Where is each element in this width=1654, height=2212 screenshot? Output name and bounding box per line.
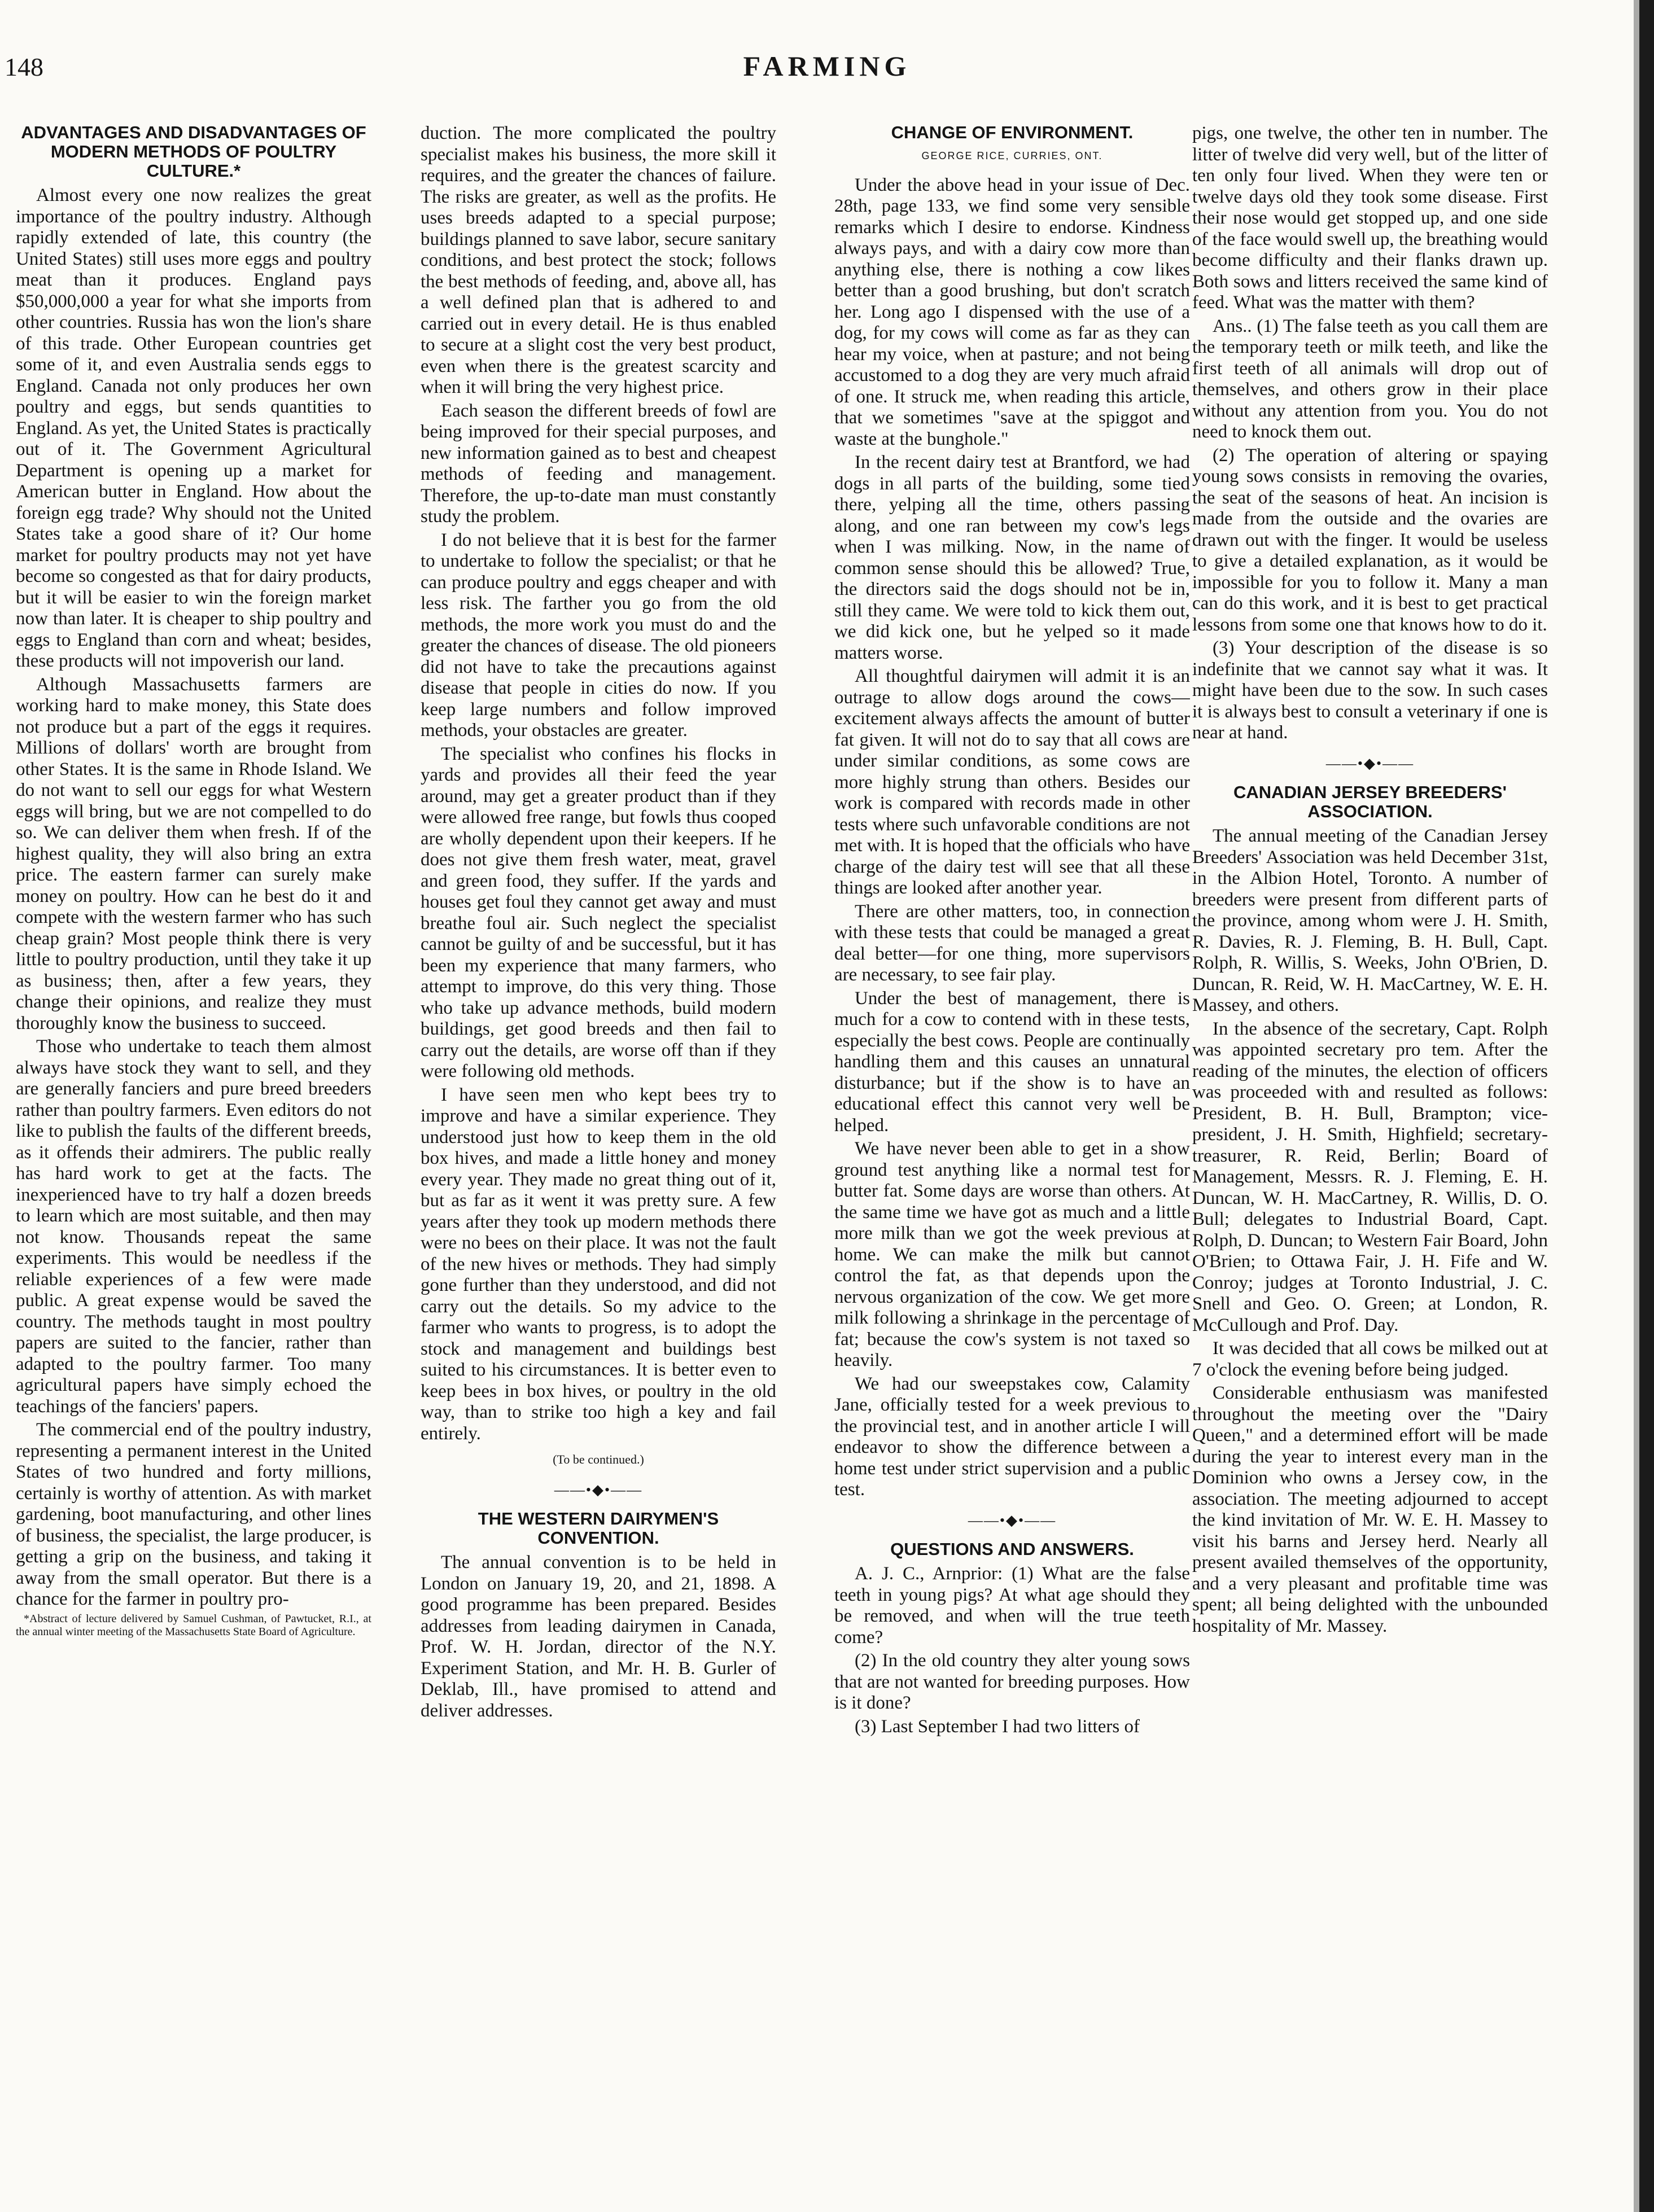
- column-2: [421, 123, 776, 2155]
- paragraph: All thoughtful dairymen will admit it is an outrage to allow dogs around the cows—excitement always affects the amount of butter fat given. It will not do to say that all cows are under similar conditions, as some cows are more highly strung than others. Besides our work is compared with records made in other tests where such unfavorable conditions are not met with. It is hoped that the officials who have charge of the dairy test will see that all these things are looked after another year.: [834, 666, 1190, 898]
- paragraph: I do not believe that it is best for the farmer to undertake to follow the specialist; or that he can produce poultry and eggs cheaper and with less risk. The farther you go from the old methods, the more work you must do and the greater the chances of disease. The old pioneers did not have to take the precautions against disease that people in cities do now. If you keep large numbers and follow improved methods, your obstacles are greater.: [421, 529, 776, 741]
- column-4: [1192, 123, 1548, 2155]
- paragraph: Almost every one now realizes the great importance of the poultry industry. Although rapidly extended of late, this country (the United States) still uses more eggs and poultry meat than it produces. England pays $50,000,000 a year for what she imports from other countries. Russia has won the lion's share of this trade. Other European countries get some of it, and even Australia sends eggs to England. Canada not only produces her own poultry and eggs, but sends quantities to England. As yet, the United States is practically out of it. The Government Agricultural Department is opening up a market for American butter in England. How about the foreign egg trade? Why should not the United States take a good share of it? Our home market for poultry products may not yet have become so congested as that for dairy products, but it will be easier to win the foreign market now than later. It is cheaper to ship poultry and eggs to England than corn and wheat; besides, these products will not impoverish our land.: [16, 185, 371, 671]
- paragraph: It was decided that all cows be milked out at 7 o'clock the evening before being judged.: [1192, 1338, 1548, 1380]
- paragraph: The specialist who confines his flocks in yards and provides all their feed the year around, may get a greater product than if they were allowed free range, but fowls thus cooped are wholly dependent upon their keepers. If he does not give them fresh water, meat, gravel and green food, they suffer. If the yards and houses get foul they cannot get away and must breathe foul air. Such neglect the specialist cannot be guilty of and be successful, but it has been my experience that many farmers, who attempt to improve, do this very thing. Those who take up advance methods, build modern buildings, get good breeds and then fail to carry out the details, are worse off than if they were following old methods.: [421, 743, 776, 1081]
- paragraph: Under the best of management, there is much for a cow to contend with in these tests, especially the best cows. People are continually handling them and this causes an unnatural disturbance; but if the show is to have an educational effect this cannot very well be helped.: [834, 988, 1190, 1136]
- paragraph: (2) In the old country they alter young sows that are not wanted for breeding purposes. How is it done?: [834, 1650, 1190, 1713]
- paragraph: Considerable enthusiasm was manifested throughout the meeting over the "Dairy Queen," and a determined effort will be made during the year to interest every man in the Dominion who owns a Jersey cow, in the association. The meeting adjourned to accept the kind invitation of Mr. W. E. H. Massey to visit his barns and Jersey herd. Nearly all present availed themselves of the opportunity, and a very pleasant and profitable time was spent; all being delighted with the unbounded hospitality of Mr. Massey.: [1192, 1383, 1548, 1636]
- column-1: [16, 123, 371, 2155]
- to-be-continued: (To be continued.): [553, 1452, 644, 1466]
- article-title-poultry: ADVANTAGES AND DISADVANTAGES OF MODERN METHODS OF POULTRY CULTURE.*: [21, 123, 366, 181]
- paragraph: Although Massachusetts farmers are working hard to make money, this State does not produce but a part of the eggs it requires. Millions of dollars' worth are brought from other States. It is the same in Rhode Island. We do not want to sell our eggs for what Western eggs will bring, but we are not compelled to do so. We can deliver them when fresh. If of the highest quality, they will also bring an extra price. The eastern farmer can surely make money on poultry. How can he best do it and compete with the western farmer who has such cheap grain? Most people think there is very little to poultry production, until they take it up as business; then, after a few years, they change their opinions, and realize they must thoroughly know the business to succeed.: [16, 674, 371, 1033]
- page-number: 148: [5, 52, 43, 81]
- paragraph: In the absence of the secretary, Capt. Rolph was appointed secretary pro tem. After the reading of the minutes, the election of officers was proceeded with and resulted as follows: President, B. H. Bull, Brampton; vice-president, J. H. Smith, Highfield; secretary-treasurer, R. Reid, Berlin; Board of Management, Messrs. R. J. Fleming, E. H. Duncan, W. H. MacCartney, R. Willis, D. O. Bull; delegates to Industrial Board, Capt. Rolph, D. Duncan; to Western Fair Board, John O'Brien; to Ottawa Fair, J. H. Fife and W. Conroy; judges at Toronto Industrial, J. C. Snell and Geo. O. Green; at London, R. McCullough and Prof. Day.: [1192, 1018, 1548, 1335]
- journal-masthead: FARMING: [743, 50, 911, 82]
- article-title-questions: QUESTIONS AND ANSWERS.: [890, 1539, 1134, 1559]
- page-edge-shadow: [1634, 0, 1639, 2212]
- column-3: [834, 123, 1190, 2155]
- paragraph: (3) Last September I had two litters of: [855, 1716, 1140, 1737]
- paragraph: (2) The operation of altering or spaying young sows consists in removing the ovaries, the seat of the seasons of heat. An incision is made from the outside and the ovaries are drawn out with the finger. It would be useless to give a detailed explanation, as it would be impossible for you to follow it. Many a man can do this work, and it is best to get practical lessons from some one that knows how to do it.: [1192, 445, 1548, 635]
- paragraph: pigs, one twelve, the other ten in number. The litter of twelve did very well, but of the litter of ten only four lived. When they were ten or twelve days old they took some disease. First their nose would get stopped up, and one side of the face would swell up, the breathing would become difficulty and their flanks drawn up. Both sows and litters received the same kind of feed. What was the matter with them?: [1192, 123, 1548, 313]
- paragraph: The annual meeting of the Canadian Jersey Breeders' Association was held December 31st, in the Albion Hotel, Toronto. A number of breeders were present from different parts of the province, among whom were J. H. Smith, R. Davies, R. J. Fleming, B. H. Bull, Capt. Rolph, R. Willis, S. Weeks, John O'Brien, D. Duncan, R. Reid, W. H. MacCartney, W. E. H. Massey, and others.: [1192, 826, 1548, 1015]
- paragraph: Under the above head in your issue of Dec. 28th, page 133, we find some very sensible remarks which I desire to endorse. Kindness always pays, and with a dairy cow more than anything else, there is nothing a cow likes better than a good brushing, but don't scratch her. Long ago I dispensed with the use of a dog, for my cows will come as far as they can hear my voice, when at pasture; and not being accustomed to a dog they are very much afraid of one. It struck me, when reading this article, that we sometimes "save at the spiggot and waste at the bunghole.": [834, 174, 1190, 449]
- article-title-western-dairymen: THE WESTERN DAIRYMEN'S CONVENTION.: [478, 1509, 719, 1548]
- paragraph: I have seen men who kept bees try to improve and have a similar experience. They understood just how to keep them in the old box hives, and made a little honey and money every year. They made no great thing out of it, but as far as it went it was pretty sure. A few years after they took up modern methods there were no bees on their place. It was not the fault of the new hives or methods. They had simply gone further than they understood, and did not carry out the details. So my advice to the farmer who wants to progress, is to adopt the stock and management and buildings best suited to his circumstances. It is better even to keep bees in box hives, or poultry in the old way, than to strike too high a key and fail entirely.: [421, 1084, 776, 1444]
- article-title-environment: CHANGE OF ENVIRONMENT.: [891, 123, 1134, 142]
- paragraph: In the recent dairy test at Brantford, we had dogs in all parts of the building, some tied there, yelping all the time, others passing along, and one ran between my cow's legs when I was milking. Now, in the name of common sense should this be allowed? True, the directors said the dogs should not be in, still they came. We were told to kick them out, we did kick one, but he yelped so it made matters worse.: [834, 452, 1190, 663]
- separator: ——•◆•——: [554, 1481, 643, 1498]
- paragraph: The commercial end of the poultry industry, representing a permanent interest in the United States of two hundred and forty millions, certainly is worthy of attention. As with market gardening, boot manufacturing, and other lines of business, the specialist, the large producer, is getting a grip on the business, and taking it away from the small operator. But there is a chance for the farmer in poultry pro-: [16, 1420, 371, 1609]
- footnote: *Abstract of lecture delivered by Samuel Cushman, of Pawtucket, R.I., at the annual winter meeting of the Massachusetts State Board of Agriculture.: [16, 1612, 371, 1638]
- paragraph: We have never been able to get in a show ground test anything like a normal test for butter fat. Some days are worse than others. At the same time we have got as much and a little more milk than we got the week previous at home. We can make the milk but cannot control the fat, as that depends upon the nervous organization of the cow. We get more milk following a shrinkage in the percentage of fat; because the cow's system is not taxed so heavily.: [834, 1138, 1190, 1370]
- paragraph: duction. The more complicated the poultry specialist makes his business, the more skill it requires, and the greater the chances of failure. The risks are greater, as well as the profits. He uses breeds adapted to a special purpose; buildings planned to save labor, secure sanitary conditions, and best protect the stock; follows the best methods of feeding, and, above all, has a well defined plan that is adhered to and carried out in every detail. He is thus enabled to secure at a slight cost the very best product, even when there is the greatest scarcity and when it will bring the very highest price.: [421, 123, 776, 397]
- paragraph: Those who undertake to teach them almost always have stock they want to sell, and they are generally fanciers and pure breed breeders rather than poultry farmers. Even editors do not like to publish the faults of the different breeds, as it offends their admirers. The public really has hard work to get at the facts. The inexperienced have to try half a dozen breeds to learn which are most suitable, and then may not know. Thousands repeat the same experiments. This would be needless if the reliable experiences of a few were made public. A great expense would be saved the country. The methods taught in most poultry papers are suited to the fancier, rather than adapted to the poultry farmer. Too many agricultural papers have simply echoed the teachings of the fanciers' papers.: [16, 1036, 371, 1417]
- separator: ——•◆•——: [1325, 755, 1415, 772]
- paragraph: The annual convention is to be held in London on January 19, 20, and 21, 1898. A good programme has been prepared. Besides addresses from leading dairymen in Canada, Prof. W. H. Jordan, director of the N.Y. Experiment Station, and Mr. H. B. Gurler of Deklab, Ill., have promised to attend and deliver addresses.: [421, 1552, 776, 1721]
- page-edge: [1639, 0, 1654, 2212]
- paragraph: There are other matters, too, in connection with these tests that could be managed a great deal better—for one thing, more supervisors are necessary, to see fair play.: [834, 901, 1190, 985]
- paragraph: A. J. C., Arnprior: (1) What are the false teeth in young pigs? At what age should they be removed, and when will the true teeth come?: [834, 1563, 1190, 1648]
- paragraph: (3) Your description of the disease is so indefinite that we cannot say what it was. It might have been due to the sow. In such cases it is always best to consult a veterinary if one is near at hand.: [1192, 638, 1548, 743]
- paragraph: Ans.. (1) The false teeth as you call them are the temporary teeth or milk teeth, and like the first teeth of all animals will drop out of themselves, and others grow in their place without any attention from you. You do not need to knock them out.: [1192, 316, 1548, 442]
- article-title-jersey: CANADIAN JERSEY BREEDERS' ASSOCIATION.: [1233, 782, 1507, 821]
- paragraph: Each season the different breeds of fowl are being improved for their special purposes, and new information gained as to best and cheapest methods of feeding and management. Therefore, the up-to-date man must constantly study the problem.: [421, 400, 776, 527]
- separator: ——•◆•——: [968, 1512, 1057, 1528]
- paragraph: We had our sweepstakes cow, Calamity Jane, officially tested for a week previous to the provincial test, and in another article I will endeavor to show the difference between a home test under strict supervision and a public test.: [834, 1373, 1190, 1500]
- byline: GEORGE RICE, CURRIES, ONT.: [921, 150, 1103, 161]
